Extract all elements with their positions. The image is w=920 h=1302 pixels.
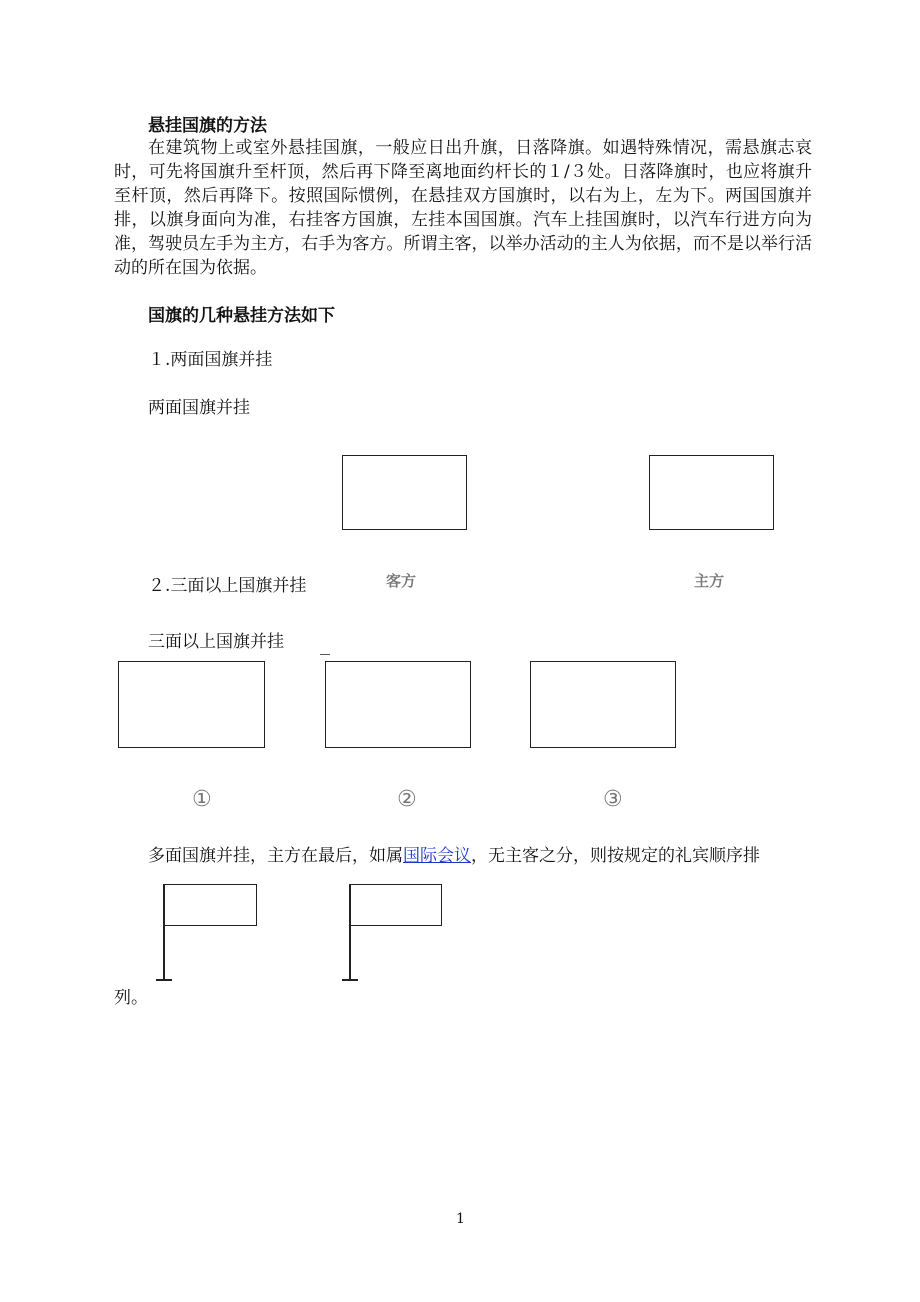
- pole-flag-2-cloth: [350, 884, 442, 926]
- guest-label: 客方: [386, 572, 417, 590]
- section3-text: [148, 846, 760, 866]
- flag-3: [530, 661, 676, 748]
- host-label: 主方: [694, 572, 725, 590]
- host-flag: [649, 455, 774, 530]
- section1-caption: 两面国旗并挂: [148, 398, 250, 418]
- section3-text-after: ，无主客之分，则按规定的礼宾顺序排: [471, 846, 760, 866]
- number-3: ③: [603, 787, 623, 812]
- stray-mark: [320, 654, 330, 655]
- guest-flag: [342, 455, 467, 530]
- flag-1: [118, 661, 265, 748]
- flag-2: [325, 661, 471, 748]
- pole-1-base: [156, 979, 172, 981]
- section1-heading: １.两面国旗并挂: [148, 350, 273, 370]
- pole-2-base: [342, 979, 358, 981]
- page-title: 悬挂国旗的方法: [148, 116, 267, 136]
- international-conference-link[interactable]: 国际会议: [403, 846, 471, 866]
- section3-text-before: 多面国旗并挂，主方在最后，如属: [148, 846, 403, 866]
- number-1: ①: [192, 787, 212, 812]
- section3-text-end: 列。: [114, 988, 148, 1008]
- section-subtitle: 国旗的几种悬挂方法如下: [148, 306, 335, 326]
- pole-flag-1-cloth: [164, 884, 257, 926]
- intro-paragraph: 在建筑物上或室外悬挂国旗，一般应日出升旗，日落降旗。如遇特殊情况，需悬旗志哀时，可先将国旗升至杆顶，然后再下降至离地面约杆长的１/３处。日落降旗时，也应将旗升至杆顶，然后再降下。按照国际惯例，在悬挂双方国旗时，以右为上，左为下。两国国旗并排，以旗身面向为准，右挂客方国旗，左挂本国国旗。汽车上挂国旗时，以汽车行进方向为准，驾驶员左手为主方，右手为客方。所谓主客，以举办活动的主人为依据，而不是以举行活动的所在国为依据。: [114, 138, 812, 278]
- section2-heading: ２.三面以上国旗并挂: [148, 576, 307, 596]
- section2-caption: 三面以上国旗并挂: [148, 632, 284, 652]
- page-number: 1: [456, 1211, 465, 1227]
- number-2: ②: [397, 787, 417, 812]
